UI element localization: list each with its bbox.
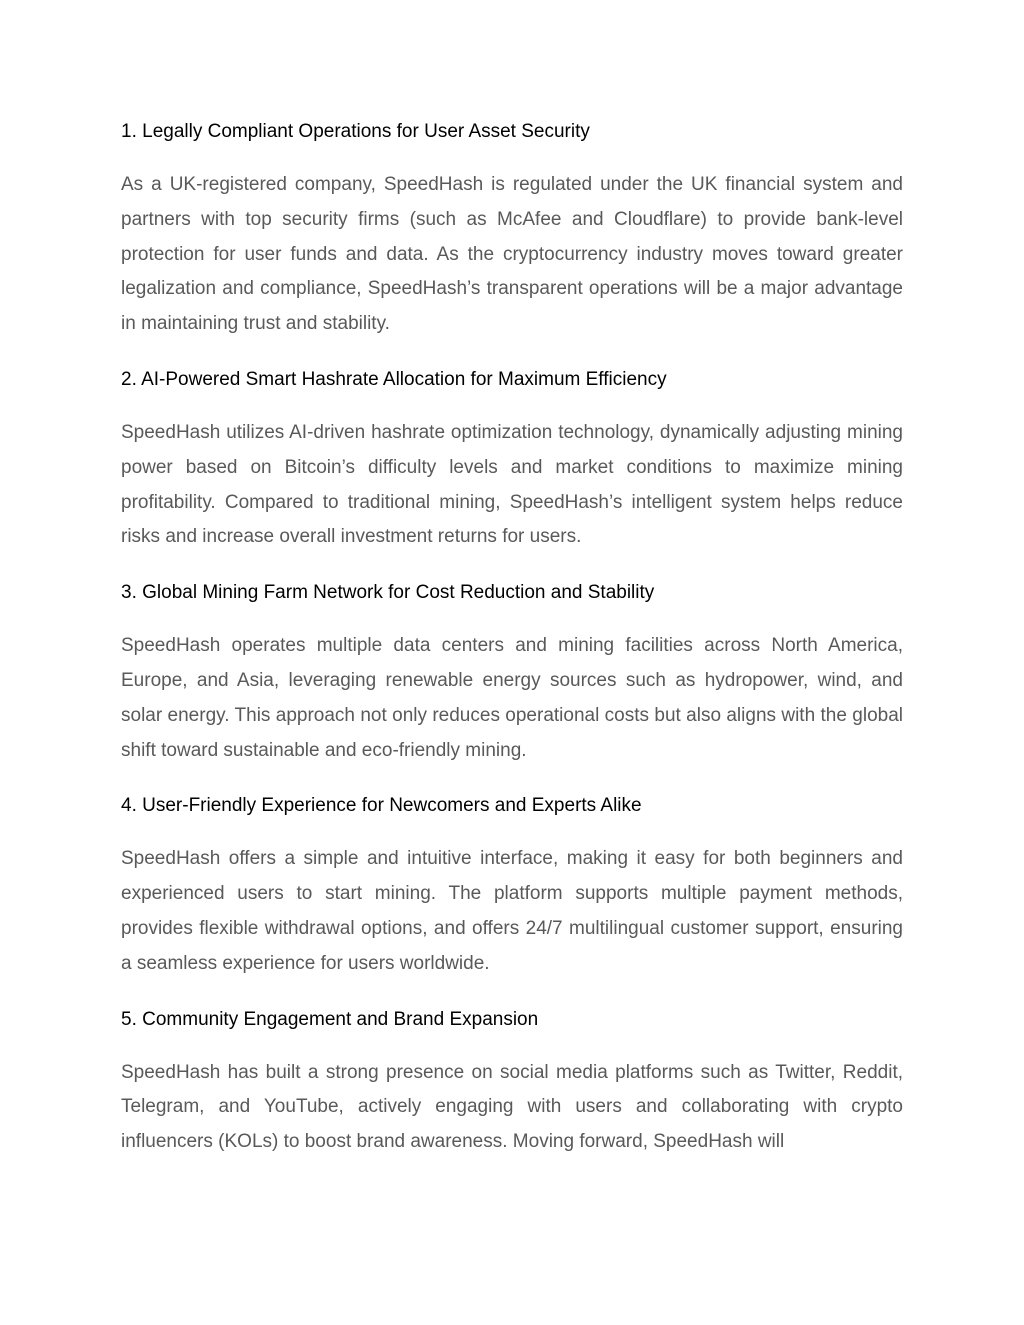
section-paragraph: SpeedHash operates multiple data centers and mining facilities across North America, Europe, and Asia, leveraging renewable energy sources such as hydropower, wind, and solar energy. This approach not only reduces operational costs but also aligns with the global shift toward sustainable and eco-friendly mining.: [121, 635, 903, 761]
section-paragraph: SpeedHash utilizes AI-driven hashrate optimization technology, dynamically adjusting mining power based on Bitcoin’s difficulty levels and market conditions to maximize mining profitability. Compared to traditional mining, SpeedHash’s intelligent system helps reduce risks and increase overall investment returns for users.: [121, 421, 903, 548]
section-heading: 5. Community Engagement and Brand Expansion: [121, 1008, 539, 1030]
section-5: [121, 1004, 903, 1160]
document-page: [121, 116, 903, 1160]
section-heading: 3. Global Mining Farm Network for Cost Reduction and Stability: [121, 582, 655, 604]
section-heading: 2. AI-Powered Smart Hashrate Allocation for Maximum Efficiency: [121, 368, 667, 390]
section-4: [121, 790, 903, 981]
section-1: [121, 116, 903, 342]
section-heading: 1. Legally Compliant Operations for User Asset Security: [121, 121, 590, 142]
section-2: [121, 364, 903, 555]
section-3: [121, 577, 903, 768]
section-paragraph: SpeedHash offers a simple and intuitive interface, making it easy for both beginners and experienced users to start mining. The platform supports multiple payment methods, provides flexible withdrawal options, and offers 24/7 multilingual customer support, ensuring a seamless experience for users worldwide.: [121, 848, 903, 974]
section-paragraph: As a UK-registered company, SpeedHash is regulated under the UK financial system and partners with top security firms (such as McAfee and Cloudflare) to provide bank-level protection for user funds and data. As the cryptocurrency industry moves toward greater legalization and compliance, SpeedHash’s transparent operations will be a major advantage in maintaining trust and stability.: [121, 174, 903, 335]
section-paragraph: SpeedHash has built a strong presence on social media platforms such as Twitter, Reddit, Telegram, and YouTube, actively engaging with users and collaborating with crypto influencers (KOLs) to boost brand awareness. Moving forward, SpeedHash will: [121, 1061, 903, 1153]
section-heading: 4. User-Friendly Experience for Newcomers and Experts Alike: [121, 795, 642, 817]
